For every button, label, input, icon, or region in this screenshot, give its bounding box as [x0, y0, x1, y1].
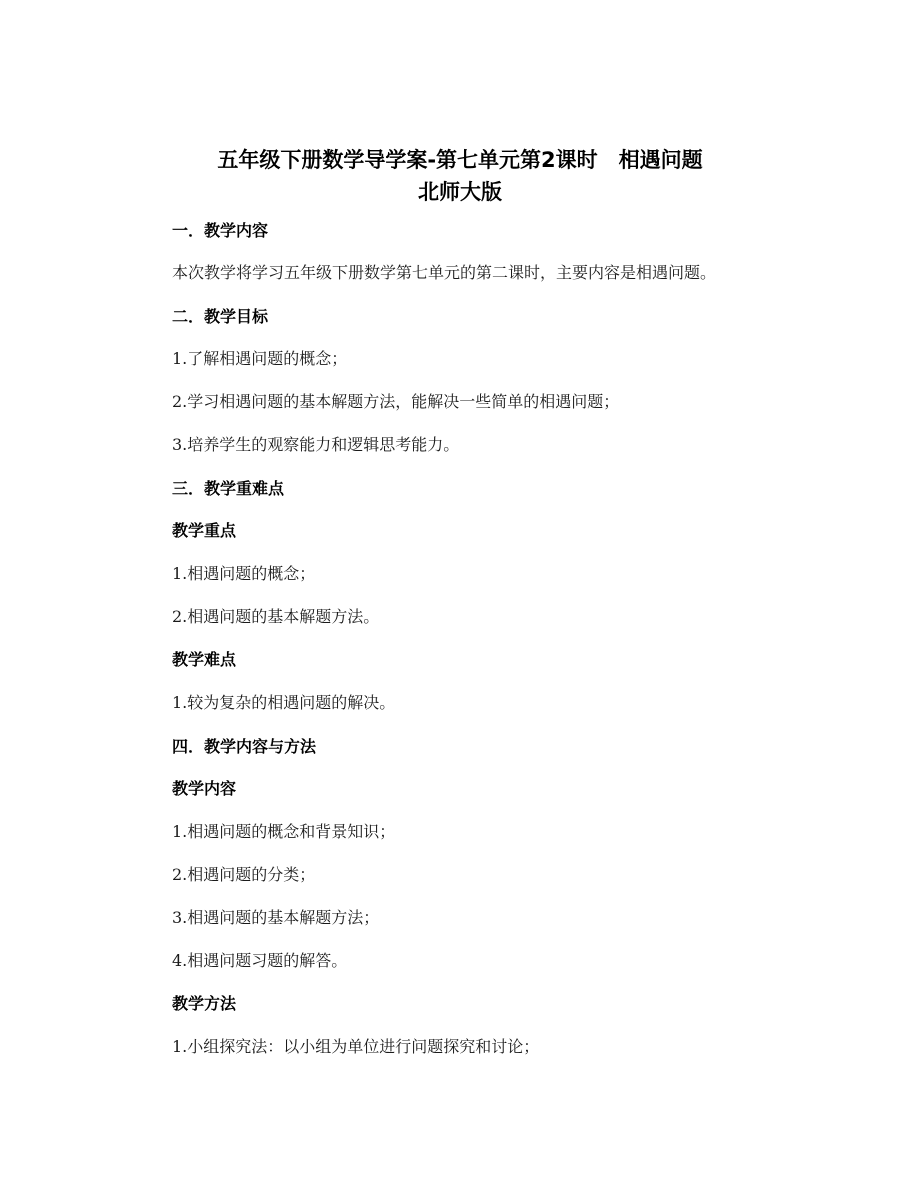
section-heading-key-points: 三．教学重难点: [172, 479, 285, 498]
subheading-teaching-content: 教学内容: [172, 779, 237, 798]
list-item: 4.相遇问题习题的解答。: [172, 951, 348, 970]
list-item: 2.学习相遇问题的基本解题方法，能解决一些简单的相遇问题；: [172, 392, 620, 411]
list-item: 3.培养学生的观察能力和逻辑思考能力。: [172, 435, 460, 454]
list-item: 2.相遇问题的基本解题方法。: [172, 607, 380, 626]
section-heading-objectives: 二．教学目标: [172, 307, 269, 326]
section-heading-content: 一．教学内容: [172, 221, 269, 240]
list-item: 1.小组探究法：以小组为单位进行问题探究和讨论；: [172, 1037, 540, 1056]
list-item: 3.相遇问题的基本解题方法；: [172, 908, 380, 927]
paragraph-content: 本次教学将学习五年级下册数学第七单元的第二课时，主要内容是相遇问题。: [172, 263, 717, 282]
document-title-line-2: 北师大版: [418, 180, 502, 204]
document-title-line-1: 五年级下册数学导学案-第七单元第2课时 相遇问题: [217, 148, 703, 172]
subheading-teaching-methods: 教学方法: [172, 994, 237, 1013]
list-item: 1.相遇问题的概念；: [172, 564, 316, 583]
list-item: 1.相遇问题的概念和背景知识；: [172, 822, 396, 841]
subheading-key-points: 教学重点: [172, 521, 237, 540]
subheading-difficult-points: 教学难点: [172, 650, 237, 669]
list-item: 1.较为复杂的相遇问题的解决。: [172, 693, 396, 712]
list-item: 1.了解相遇问题的概念；: [172, 349, 348, 368]
list-item: 2.相遇问题的分类；: [172, 865, 316, 884]
section-heading-content-methods: 四．教学内容与方法: [172, 737, 317, 756]
